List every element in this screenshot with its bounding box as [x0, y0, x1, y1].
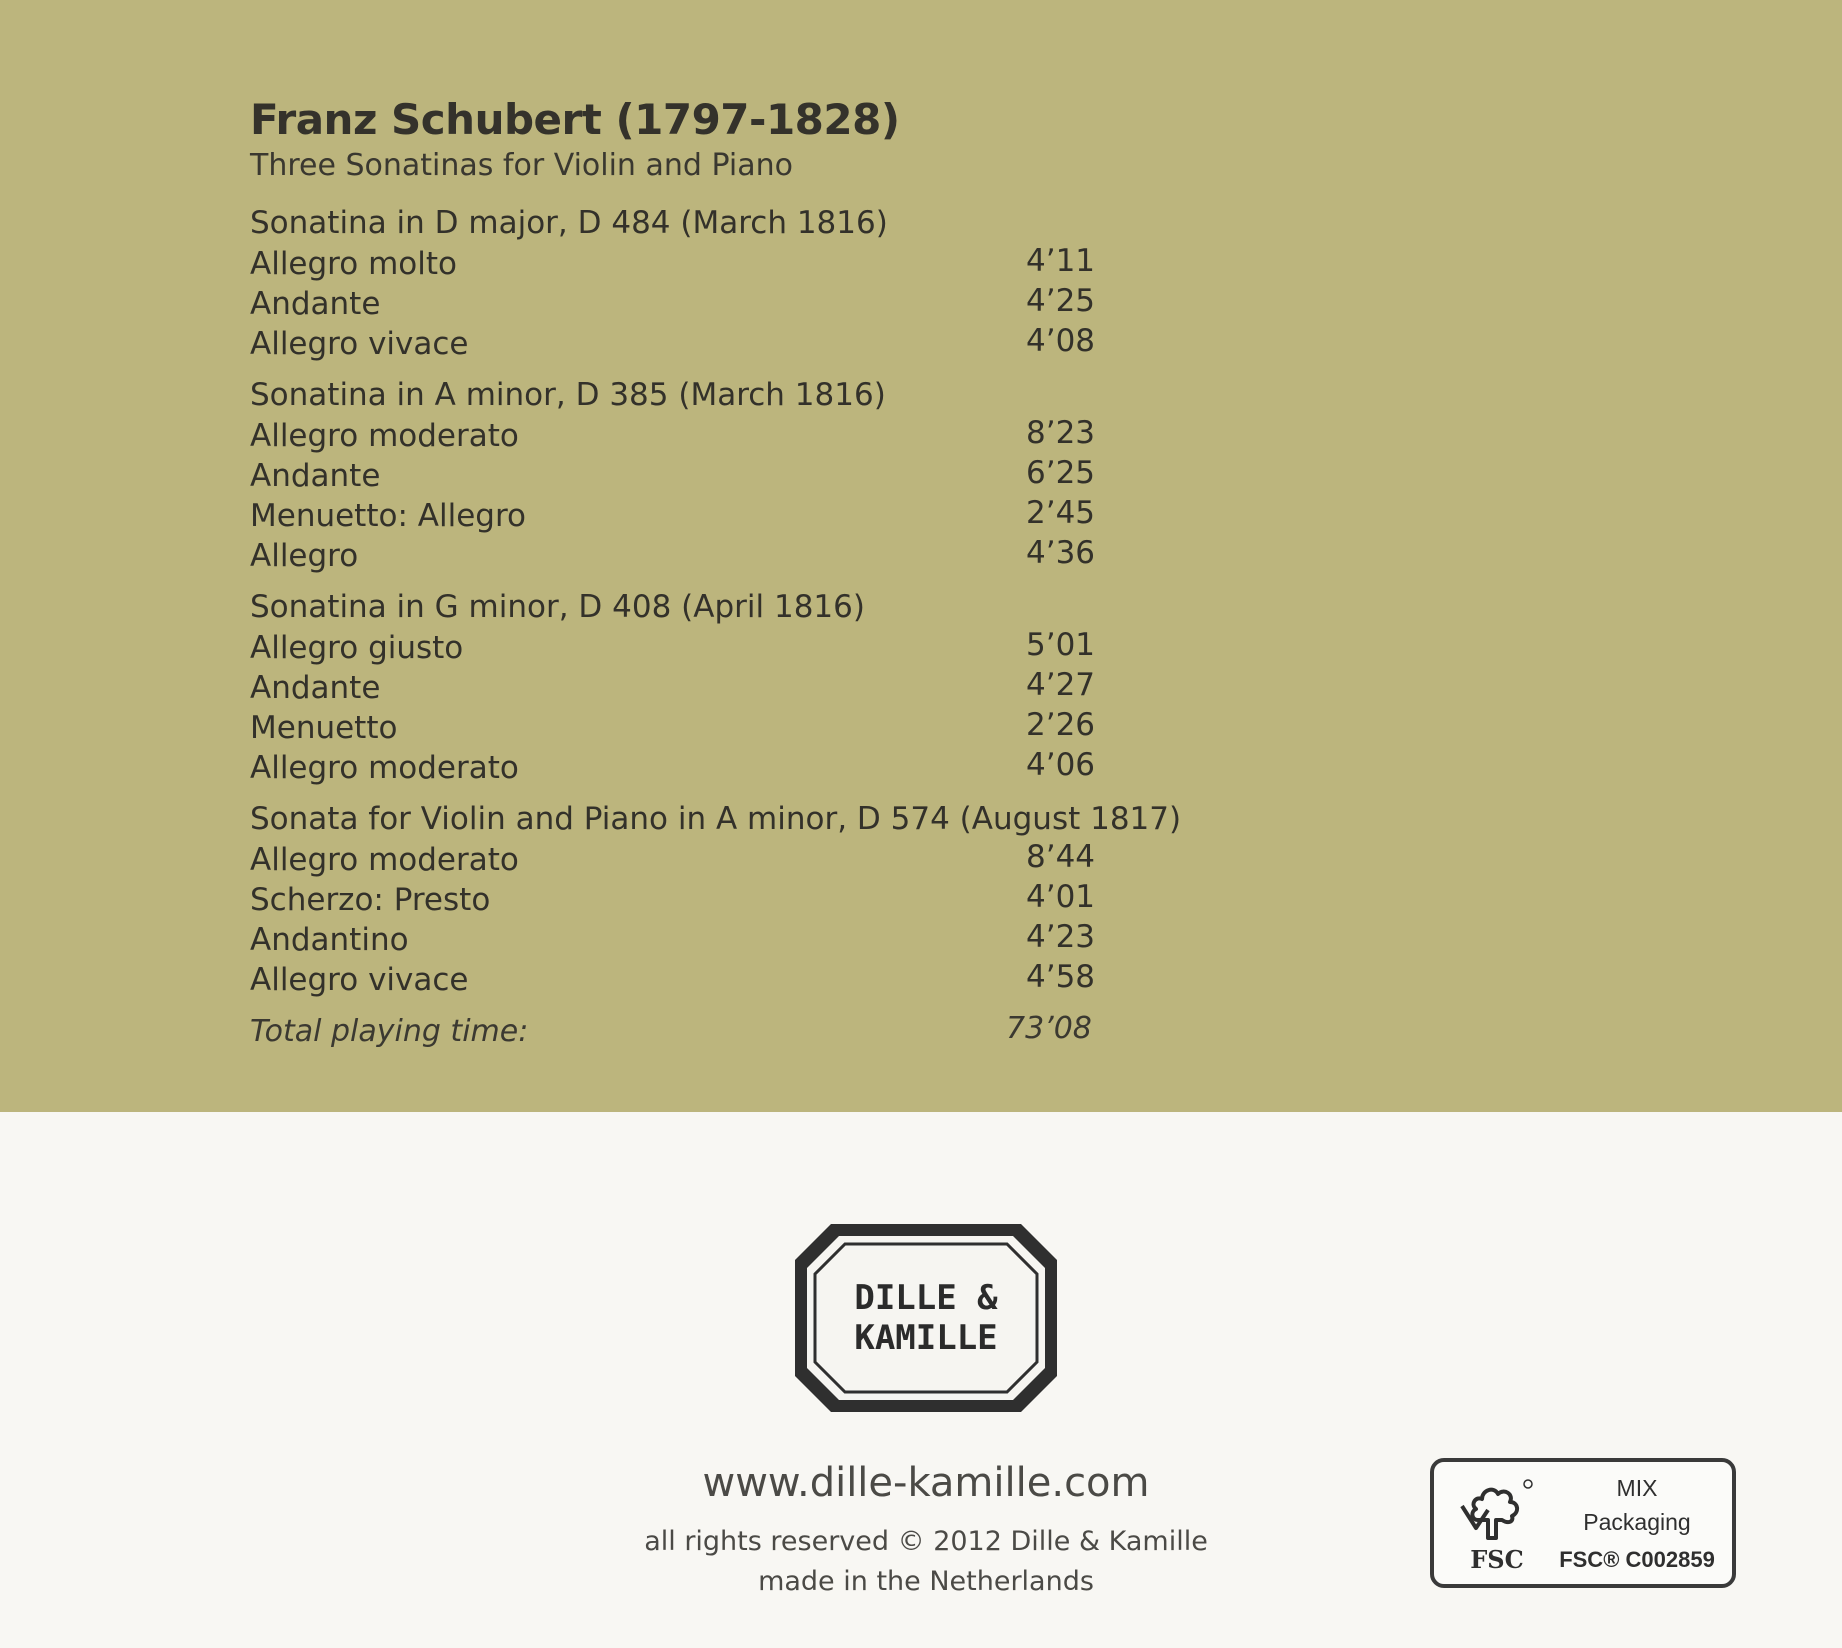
movement-row: [250, 668, 1210, 708]
movement-name: Andantino: [250, 922, 409, 958]
fsc-tree-icon: [1454, 1476, 1538, 1548]
work-title: Sonatina in A minor, D 385 (March 1816): [250, 377, 886, 413]
movement-time: 2’45: [1026, 495, 1096, 531]
work-title: Sonatina in D major, D 484 (March 1816): [250, 205, 888, 241]
movement-time: 4’06: [1026, 747, 1096, 783]
movement-name: Andante: [250, 286, 381, 322]
movement-time: 4’36: [1026, 535, 1096, 571]
fsc-code: FSC® C002859: [1559, 1547, 1715, 1572]
work-title: Sonatina in G minor, D 408 (April 1816): [250, 589, 865, 625]
movement-name: Allegro vivace: [250, 326, 469, 362]
movement-row: [250, 628, 1210, 668]
movement-row: [250, 284, 1210, 324]
movement-time: 4’27: [1026, 667, 1096, 703]
movement-name: Allegro moderato: [250, 842, 519, 878]
total-label: Total playing time:: [250, 1014, 529, 1049]
movement-row: [250, 536, 1210, 576]
fsc-mix: MIX: [1616, 1475, 1658, 1501]
movement-time: 5’01: [1026, 627, 1096, 663]
movement-row: [250, 416, 1210, 456]
movement-name: Allegro moderato: [250, 750, 519, 786]
movement-name: Scherzo: Presto: [250, 882, 491, 918]
movement-name: Andante: [250, 670, 381, 706]
fsc-brand: FSC: [1470, 1545, 1524, 1574]
movement-time: 4’23: [1026, 919, 1096, 955]
movement-name: Allegro: [250, 538, 359, 574]
website-link[interactable]: www.dille-kamille.com: [702, 1460, 1150, 1506]
movement-row: [250, 880, 1210, 920]
album-subtitle: Three Sonatinas for Violin and Piano: [250, 148, 793, 183]
movement-row: [250, 708, 1210, 748]
composer-heading: [250, 92, 900, 148]
movement-name: Andante: [250, 458, 381, 494]
movement-row: [250, 244, 1210, 284]
movement-row: [250, 748, 1210, 788]
movement-time: 4’01: [1026, 879, 1096, 915]
movement-row: [250, 840, 1210, 880]
tracklist: [250, 202, 1210, 1054]
dille-kamille-logo: [791, 1220, 1061, 1416]
work-section: [250, 798, 1210, 1000]
fsc-packaging: Packaging: [1583, 1509, 1691, 1535]
movement-name: Allegro giusto: [250, 630, 464, 666]
composer-years: (1797-1828): [615, 95, 900, 144]
movement-row: [250, 920, 1210, 960]
work-section: [250, 374, 1210, 576]
movement-time: 6’25: [1026, 455, 1096, 491]
work-section: [250, 586, 1210, 788]
copyright-text: all rights reserved © 2012 Dille & Kamille: [644, 1526, 1208, 1557]
movement-name: Allegro molto: [250, 246, 457, 282]
work-title: Sonata for Violin and Piano in A minor, D 574 (August 1817): [250, 801, 1182, 837]
movement-time: 8’44: [1026, 839, 1096, 875]
movement-time: 4’58: [1026, 959, 1096, 995]
logo-text: [791, 1278, 1061, 1358]
movement-name: Allegro moderato: [250, 418, 519, 454]
made-in-text: made in the Netherlands: [758, 1566, 1094, 1597]
fsc-label: [1430, 1458, 1736, 1588]
movement-time: 4’08: [1026, 323, 1096, 359]
works-list: [250, 202, 1210, 1000]
total-playing-time: [250, 1010, 1210, 1054]
movement-name: Menuetto: [250, 710, 398, 746]
movement-name: Allegro vivace: [250, 962, 469, 998]
movement-row: [250, 960, 1210, 1000]
movement-row: [250, 324, 1210, 364]
logo-line-1: DILLE &: [854, 1278, 998, 1318]
album-header: [250, 92, 900, 186]
movement-name: Menuetto: Allegro: [250, 498, 526, 534]
movement-row: [250, 456, 1210, 496]
movement-time: 4’25: [1026, 283, 1096, 319]
logo-line-2: KAMILLE: [854, 1318, 998, 1358]
work-section: [250, 202, 1210, 364]
movement-row: [250, 496, 1210, 536]
total-time: 73’08: [1006, 1011, 1092, 1046]
movement-time: 2’26: [1026, 707, 1096, 743]
composer-name: Franz Schubert: [250, 95, 602, 144]
movement-time: 8’23: [1026, 415, 1096, 451]
movement-time: 4’11: [1026, 243, 1096, 279]
